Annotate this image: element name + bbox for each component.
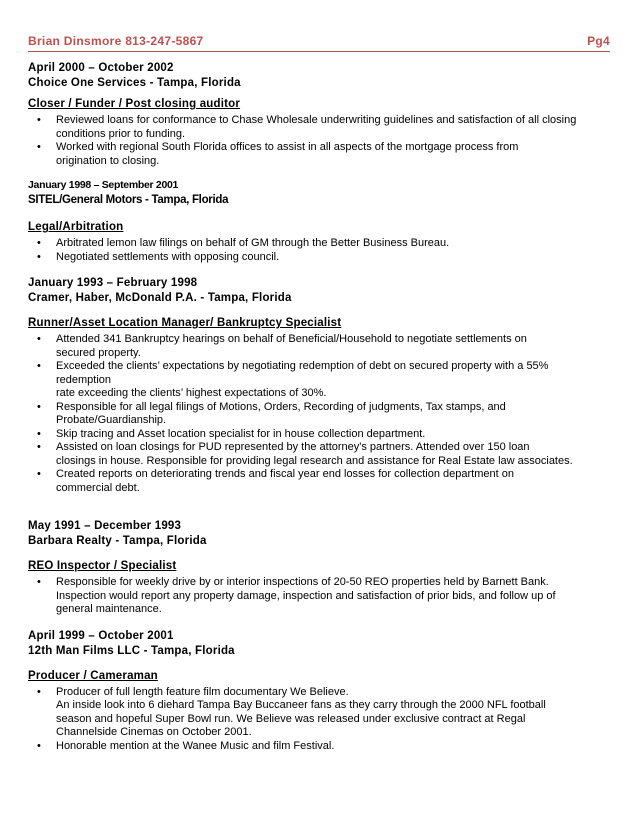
job-company: SITEL/General Motors - Tampa, Florida xyxy=(28,194,229,206)
bullet-item: • Assisted on loan closings for PUD represented by the attorney's partners. Attended over 150 loan closings in house. Responsible for providing legal research and assistance for Real Estate law associates. xyxy=(28,441,612,468)
job-entry xyxy=(28,629,612,754)
header-name-phone: Brian Dinsmore 813-247-5867 xyxy=(28,34,204,48)
job-company: 12th Man Films LLC - Tampa, Florida xyxy=(28,644,235,657)
bullet-item: • Worked with regional South Florida offices to assist in all aspects of the mortgage process from origination to closing. xyxy=(28,141,612,168)
bullet-item: • Reviewed loans for conformance to Chase Wholesale underwriting guidelines and satisfaction of all closing conditions prior to funding. xyxy=(28,114,612,141)
bullet-item: • Negotiated settlements with opposing council. xyxy=(28,251,612,265)
page-header xyxy=(28,34,610,52)
job-entry xyxy=(28,61,612,168)
bullet-item: • Producer of full length feature film documentary We Believe. An inside look into 6 diehard Tampa Bay Buccaneer fans as they carry through the 2000 NFL football season and hopeful Super Bowl run. We Believe was released under exclusive contract at Regal Channelside Cinemas on October 2001. xyxy=(28,686,612,740)
bullet-item: • Exceeded the clients’ expectations by negotiating redemption of debt on secured property with a 55% redemption rate exceeding the clients’ highest expectations of 30%. xyxy=(28,360,612,401)
job-bullets xyxy=(28,576,612,617)
job-bullets xyxy=(28,686,612,754)
bullet-item: • Created reports on deteriorating trends and fiscal year end losses for collection department on commercial debt. xyxy=(28,468,612,495)
job-entry xyxy=(28,519,612,617)
job-company: Choice One Services - Tampa, Florida xyxy=(28,77,241,89)
job-entry xyxy=(28,276,612,495)
header-page-number: Pg4 xyxy=(587,34,610,48)
job-dates: January 1993 – February 1998 xyxy=(28,277,198,289)
job-role: Producer / Cameraman xyxy=(28,669,158,682)
resume-content xyxy=(28,61,612,753)
job-company: Barbara Realty - Tampa, Florida xyxy=(28,535,207,547)
job-role: Legal/Arbitration xyxy=(28,221,124,233)
bullet-item: • Arbitrated lemon law filings on behalf of GM through the Better Business Bureau. xyxy=(28,237,612,251)
job-dates: April 2000 – October 2002 xyxy=(28,62,174,74)
bullet-item: • Responsible for all legal filings of Motions, Orders, Recording of judgments, Tax stamps, and Probate/Guardianship. xyxy=(28,401,612,428)
job-bullets xyxy=(28,114,612,168)
job-entry xyxy=(28,178,612,264)
job-role: Runner/Asset Location Manager/ Bankruptcy Specialist xyxy=(28,317,342,329)
job-dates: May 1991 – December 1993 xyxy=(28,520,182,532)
bullet-item: • Honorable mention at the Wanee Music and film Festival. xyxy=(28,740,612,754)
bullet-item: • Responsible for weekly drive by or interior inspections of 20-50 REO properties held by Barnett Bank. Inspection would report any property damage, inspection and satisfaction of prior bids, and follow up of general maintenance. xyxy=(28,576,612,617)
job-bullets xyxy=(28,333,612,495)
job-role: REO Inspector / Specialist xyxy=(28,560,177,572)
bullet-item: • Skip tracing and Asset location specialist for in house collection department. xyxy=(28,428,612,442)
job-bullets xyxy=(28,237,612,264)
job-dates: April 1999 – October 2001 xyxy=(28,629,174,642)
job-dates: January 1998 – September 2001 xyxy=(28,179,179,191)
bullet-item: • Attended 341 Bankruptcy hearings on behalf of Beneficial/Household to negotiate settlements on secured property. xyxy=(28,333,612,360)
job-role: Closer / Funder / Post closing auditor xyxy=(28,98,241,110)
job-company: Cramer, Haber, McDonald P.A. - Tampa, Florida xyxy=(28,292,292,304)
